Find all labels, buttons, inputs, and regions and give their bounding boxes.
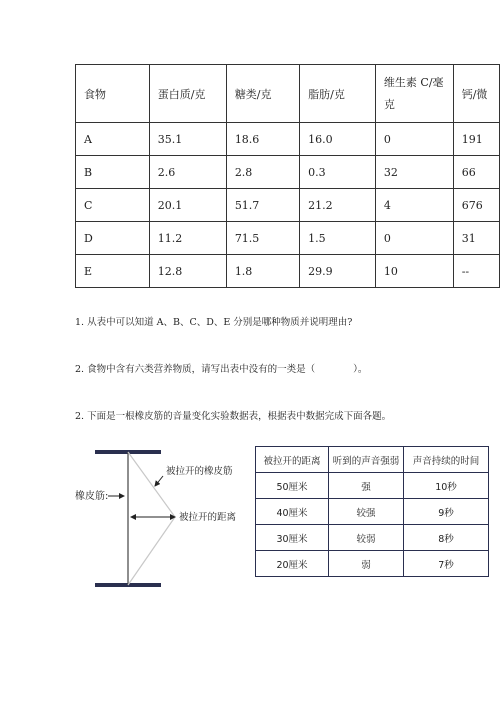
table-cell: D	[76, 222, 150, 255]
table-row	[256, 551, 489, 577]
table-cell: 71.5	[226, 222, 299, 255]
table-cell: 31	[453, 222, 499, 255]
table-row	[76, 189, 500, 222]
table-cell: 2.6	[149, 156, 226, 189]
table-header-row	[256, 447, 489, 473]
header-cell: 听到的声音强弱	[329, 447, 404, 473]
table-row	[256, 473, 489, 499]
table-cell: C	[76, 189, 150, 222]
header-cell: 钙/微	[453, 65, 499, 123]
table-cell: 676	[453, 189, 499, 222]
table-cell: B	[76, 156, 150, 189]
table-cell: 40厘米	[256, 499, 329, 525]
table-cell: 1.5	[300, 222, 376, 255]
table-cell: 35.1	[149, 123, 226, 156]
question-3: 2. 下面是一根橡皮筋的音量变化实验数据表，根据表中数据完成下面各题。	[75, 411, 392, 422]
table-cell: 50厘米	[256, 473, 329, 499]
table-cell: 30厘米	[256, 525, 329, 551]
label-stretched-band: 被拉开的橡皮筋	[166, 466, 233, 477]
table-cell: E	[76, 255, 150, 288]
table-cell: 8秒	[404, 525, 489, 551]
table-header-row	[76, 65, 500, 123]
table-cell: 18.6	[226, 123, 299, 156]
table-cell: 0	[375, 123, 453, 156]
table-cell: 51.7	[226, 189, 299, 222]
table-cell: 32	[375, 156, 453, 189]
table-row	[76, 123, 500, 156]
table-cell: 12.8	[149, 255, 226, 288]
table-cell: 10秒	[404, 473, 489, 499]
table-cell: 10	[375, 255, 453, 288]
table-row	[76, 156, 500, 189]
food-nutrition-table	[75, 64, 500, 288]
table-cell: 0.3	[300, 156, 376, 189]
header-cell: 食物	[76, 65, 150, 123]
question-1: 1. 从表中可以知道 A、B、C、D、E 分别是哪种物质并说明理由?	[75, 317, 353, 328]
table-cell: 1.8	[226, 255, 299, 288]
table-cell: 强	[329, 473, 404, 499]
table-cell: 较弱	[329, 525, 404, 551]
rubber-band-data-table	[255, 446, 489, 577]
table-cell: 11.2	[149, 222, 226, 255]
table-cell: 9秒	[404, 499, 489, 525]
header-cell: 被拉开的距离	[256, 447, 329, 473]
header-cell: 糖类/克	[226, 65, 299, 123]
table-cell: 66	[453, 156, 499, 189]
table-cell: 16.0	[300, 123, 376, 156]
header-cell: 维生素 C/毫 克	[375, 65, 453, 123]
table-row	[76, 222, 500, 255]
header-cell: 脂肪/克	[300, 65, 376, 123]
table-row	[256, 499, 489, 525]
table-cell: 191	[453, 123, 499, 156]
header-cell: 声音持续的时间	[404, 447, 489, 473]
stretched-pointer-arrow	[155, 476, 163, 486]
table-cell: 7秒	[404, 551, 489, 577]
table-cell: 弱	[329, 551, 404, 577]
table-cell: 4	[375, 189, 453, 222]
table-cell: 20厘米	[256, 551, 329, 577]
label-stretch-distance: 被拉开的距离	[179, 512, 237, 523]
table-cell: --	[453, 255, 499, 288]
table-row	[256, 525, 489, 551]
header-cell: 蛋白质/克	[149, 65, 226, 123]
table-cell: 20.1	[149, 189, 226, 222]
table-cell: A	[76, 123, 150, 156]
table-cell: 2.8	[226, 156, 299, 189]
table-row	[76, 255, 500, 288]
question-2: 2. 食物中含有六类营养物质，请写出表中没有的一类是（ ）。	[75, 364, 368, 375]
rubber-band-diagram	[75, 440, 250, 592]
table-cell: 21.2	[300, 189, 376, 222]
table-cell: 较强	[329, 499, 404, 525]
table-cell: 0	[375, 222, 453, 255]
table-cell: 29.9	[300, 255, 376, 288]
label-rubber-band: 橡皮筋:	[75, 491, 109, 502]
